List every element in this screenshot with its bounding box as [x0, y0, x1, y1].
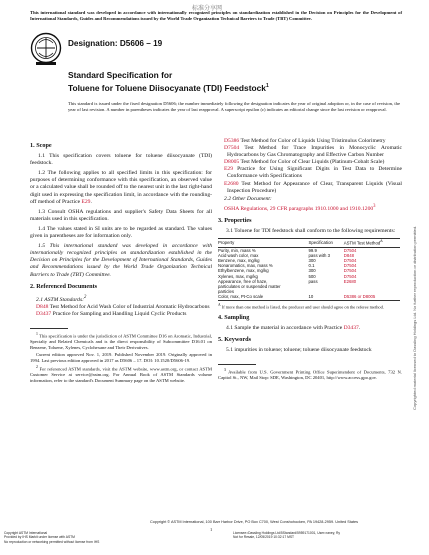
footnote-2: $^2$ For referenced ASTM standards, visit the ASTM website, www.astm.org, or contact ASTM Customer Service at service@astm.org. For Annual Book of ASTM Standards volume information, refer to the standard's Document Summary page on the ASTM website.: [30, 365, 212, 384]
properties-table: [218, 238, 400, 301]
para-5-1: 5.1 impurities in toluene; toluene; toluene diisocyanate feedstock: [226, 346, 372, 353]
table-cell-method[interactable]: D7504: [343, 263, 357, 269]
table-cell-spec: 99.9: [308, 247, 317, 253]
keywords-heading: 5. Keywords: [218, 335, 251, 343]
ref-link-d3437[interactable]: D3437: [36, 310, 52, 317]
table-row: [218, 294, 400, 300]
table-cell-spec: 300: [308, 258, 316, 264]
license-left: Copyright ASTM International Provided by IHS Markit under license with ASTM No reproduction or networking permitted without license from IHS: [4, 531, 100, 544]
license-sidebar: Copyrighted material licensed to Dassling Holdings Ltd. No further reproduction or distribution permitted.: [412, 225, 417, 410]
para-1-3: 1.3 Consult OSHA regulations and supplier's Safety Data Sheets for all materials used in this specification.: [30, 208, 212, 222]
table-cell-method[interactable]: D7504: [343, 268, 357, 274]
ref-item: E2680 Test Method for Appearance of Clear, Transparent Liquids (Visual Inspection Procedure): [224, 180, 402, 194]
footnote-1: $^1$ This specification is under the jurisdiction of ASTM Committee D16 on Aromatic, Industrial, Specialty and Related Chemicals and is the direct responsibility of Subcommittee D16.01 on Benzene, Toluene, Xylenes, Cyclohexane and Their Derivatives.: [30, 331, 212, 350]
footnote-3: $^3$ Available from U.S. Government Printing Office Superintendent of Documents, 732 N. Capitol St., NW, Mail Stop: SDE, Washington, DC 20401, http://www.access.gpo.gov.: [218, 367, 402, 381]
table-cell-spec: 10: [309, 294, 344, 300]
table-cell-method[interactable]: E2680: [343, 278, 357, 284]
left-column: [30, 138, 212, 516]
ref-link-d848[interactable]: D848: [36, 303, 49, 310]
table-cell-method[interactable]: D5386 or D8005: [344, 294, 400, 300]
osha-reference[interactable]: OSHA Regulations, 29 CFR paragraphs 1910.1000 and 1910.1200$^3$: [224, 203, 376, 212]
footnote-divider-right: [218, 364, 256, 365]
astm-standards-label: 2.1 ASTM Standards:$^2$: [36, 294, 87, 303]
table-header-row: [218, 238, 400, 247]
table-cell-method[interactable]: D7504: [343, 247, 357, 253]
table-cell-property: Xylenes, max, mg/kg: [218, 273, 258, 279]
designation: Designation: D5606 – 19: [68, 39, 163, 48]
table-cell-property: Nonaromatics, max, mass %: [218, 263, 273, 269]
table-body: [218, 247, 400, 300]
other-document-label: 2.2 Other Document:: [224, 195, 272, 202]
copyright-line: Copyright © ASTM International, 100 Barr Harbor Drive, PO Box C700, West Conshohocken, PA 19428-2959. United States: [150, 520, 359, 524]
page-title: [68, 70, 398, 93]
ref-item: D8005 Test Method for Color of Clear Liquids (Platinum-Cobalt Scale): [224, 159, 385, 166]
ref-link-e29[interactable]: E29: [81, 198, 91, 205]
ref-item: D5386 Test Method for Color of Liquids Using Tristimulus Colorimetry: [224, 138, 386, 144]
scope-heading: 1. Scope: [30, 142, 52, 149]
table-cell-property: Purity, min, mass %: [218, 247, 256, 253]
reference-list: [218, 138, 402, 195]
table-cell-spec: 0.1: [308, 263, 315, 269]
table-cell-property: Acid wash color, max: [218, 252, 259, 258]
ref-link[interactable]: E2680: [224, 180, 239, 187]
footnote-divider: [30, 328, 68, 329]
ref-item: D7504 Test Method for Trace Impurities in Monocyclic Aromatic Hydrocarbons by Gas Chromatography and Effective Carbon Number: [224, 145, 402, 159]
ref-item-d848: D848 Test Method for Acid Wash Color of Industrial Aromatic Hydrocarbons: [36, 303, 210, 310]
para-1-5: 1.5 This international standard was developed in accordance with internationally recognized principles on standardization established in the Decision on Principles for the Development of International Standards, Guides and Recommendations issued by the World Trade Organization Technical Barriers to Trade (TBT) Committee.: [30, 243, 212, 278]
ref-link[interactable]: D5386: [224, 138, 240, 144]
col-header-method: ASTM Test Method$^A$: [344, 238, 400, 247]
wto-notice: This international standard was developed in accordance with internationally recognized principles on standardization established in the Decision on Principles for the Development of International Standards, Guides and Recommendations issued by the World Trade Organization Technical Barriers to Trade (TBT) Committee.: [30, 10, 402, 21]
ref-link[interactable]: D8005: [224, 159, 240, 166]
right-column: [218, 138, 402, 383]
table-cell-property: Color, max, Pt-Co scale: [218, 294, 309, 300]
ref-link[interactable]: E29: [224, 166, 234, 173]
title-footnote-mark: 1: [265, 82, 269, 89]
page-number: 1: [210, 527, 213, 532]
table-cell-property: particulates or suspended matter: [218, 284, 281, 290]
table-cell-property: particles: [218, 289, 235, 295]
para-3-1: 3.1 Toluene for TDI feedstock shall conform to the following requirements:: [226, 227, 396, 234]
para-4-1: 4.1 Sample the material in accordance with Practice D3437.: [226, 324, 361, 331]
para-1-1: 1.1 This specification covers toluene for toluene diisocyanate (TDI) feedstock.: [30, 153, 212, 167]
table-cell-method[interactable]: D848: [343, 252, 355, 258]
title-line-1: Standard Specification for: [68, 70, 173, 80]
table-cell-spec: 300: [308, 268, 316, 274]
para-1-4: 1.4 The values stated in SI units are to be regarded as standard. The values given in parentheses are for information only.: [30, 225, 212, 240]
license-right: Licensee=Dassling Holdings Ltd/5Standard/5959171001, User=raney, Ry Not for Resale, 12/05/2019 10:32:17 MST: [233, 531, 340, 540]
table-cell-property: Appearance, free of haze,: [218, 278, 268, 284]
table-cell-property: Benzene, max, mg/kg: [218, 258, 260, 264]
table-cell-spec: 500: [308, 273, 316, 279]
footnote-1-edition: Current edition approved Nov. 1, 2019. Published November 2019. Originally approved in 1994. Last previous edition approved in 2017 as D5606 – 17. DOI: 10.1520/D5606-19.: [30, 352, 212, 363]
title-line-2: Toluene for Toluene Diisocyanate (TDI) Feedstock$^1$: [68, 82, 269, 93]
col-header-specification: Specification: [309, 238, 344, 247]
table-cell-spec: pass with 3: [308, 252, 331, 258]
properties-heading: 3. Properties: [218, 216, 252, 224]
para-1-2: 1.2 The following applies to all specified limits in this specification: for purposes of determining conformance with this specification, an observed value or a calculated value shall be rounded off to the nearest unit in the last right-hand digit used in expressing the specification limit, in accordance with the rounding-off method of Practice E29.: [30, 170, 212, 205]
ref-item-d3437: D3437 Practice for Sampling and Handling Liquid Cyclic Products: [36, 310, 187, 317]
table-cell-method[interactable]: D7504: [343, 258, 357, 264]
table-cell-method[interactable]: D7504: [343, 273, 357, 279]
watermark: 标准分享网: [192, 5, 223, 12]
ref-link-d3437-sampling[interactable]: D3437: [343, 324, 359, 331]
preamble: This standard is issued under the fixed designation D5606; the number immediately following the designation indicates the year of original adoption or, in the case of revision, the year of last revision. A number in parentheses indicates the year of last reapproval. A superscript epsilon (ε) indicates an editorial change since the last revision or reapproval.: [68, 101, 400, 112]
astm-logo: [30, 32, 62, 66]
table-footnote: $^A$ If more than one method is listed, the producer and user should agree on the referee method.: [218, 302, 384, 310]
col-header-property: Property: [218, 238, 309, 247]
table-cell-property: Ethylbenzene, max, mg/kg: [218, 268, 269, 274]
sampling-heading: 4. Sampling: [218, 313, 250, 321]
ref-item: E29 Practice for Using Significant Digits in Test Data to Determine Conformance with Specifications: [224, 166, 402, 180]
ref-link[interactable]: D7504: [224, 145, 240, 152]
table-cell-spec: pass: [308, 278, 318, 284]
referenced-documents-heading: 2. Referenced Documents: [30, 282, 98, 290]
